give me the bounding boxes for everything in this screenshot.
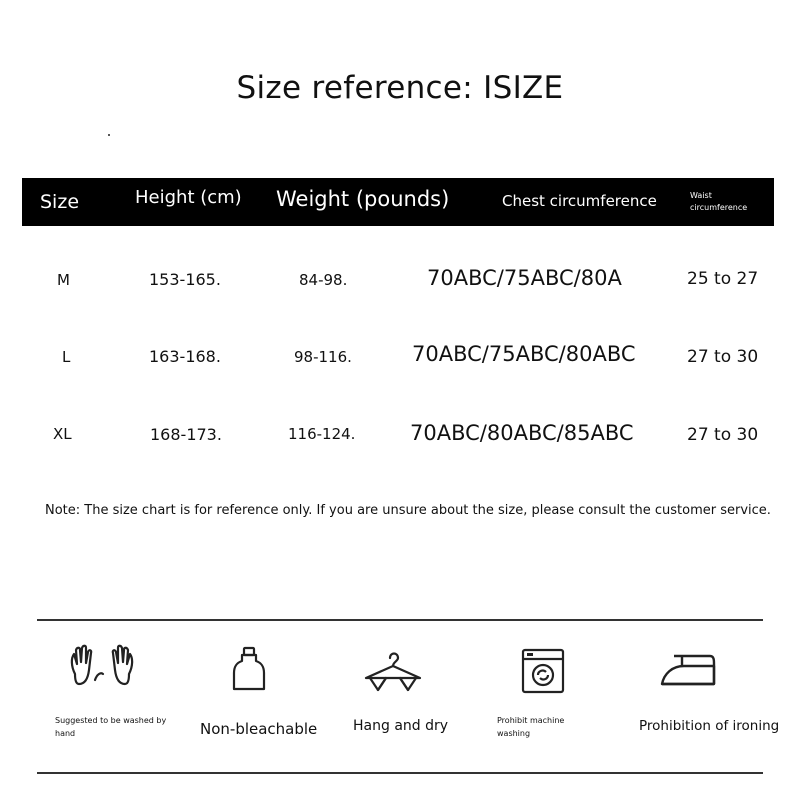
care-label: Suggested to be washed by hand <box>55 716 167 738</box>
cell-size: L <box>62 348 71 366</box>
cell-chest: 70ABC/75ABC/80ABC <box>412 342 636 366</box>
cell-size: M <box>57 271 70 289</box>
header-size: Size <box>40 191 80 213</box>
cell-size: XL <box>53 425 72 443</box>
header-waist: Waist circumference <box>690 191 748 212</box>
care-item-hand-wash <box>55 644 167 738</box>
care-item-hang-dry <box>353 650 449 734</box>
care-label: Prohibition of ironing <box>639 718 780 734</box>
iron-icon <box>658 652 718 690</box>
care-item-no-ironing <box>639 652 780 734</box>
table-header <box>22 178 774 226</box>
page-title: Size reference: ISIZE <box>236 70 564 106</box>
care-label: Prohibit machine washing <box>497 716 565 738</box>
cell-weight: 116-124. <box>288 425 356 443</box>
cell-height: 153-165. <box>149 270 221 289</box>
header-weight: Weight (pounds) <box>276 187 450 211</box>
divider-top <box>37 619 763 621</box>
care-label: Non-bleachable <box>200 720 318 738</box>
cell-weight: 84-98. <box>299 271 348 289</box>
cell-waist: 27 to 30 <box>687 347 759 367</box>
cell-waist: 27 to 30 <box>687 425 759 445</box>
header-height: Height (cm) <box>135 187 242 208</box>
cell-height: 163-168. <box>149 347 221 366</box>
care-item-no-machine-wash <box>497 648 565 738</box>
care-item-non-bleach <box>200 645 318 738</box>
size-note: Note: The size chart is for reference only. If you are unsure about the size, please consult the customer service. <box>45 503 771 518</box>
cell-weight: 98-116. <box>294 348 352 366</box>
cell-chest: 70ABC/75ABC/80A <box>427 266 622 290</box>
care-label: Hang and dry <box>353 718 449 734</box>
header-chest: Chest circumference <box>502 192 657 210</box>
washing-machine-icon <box>521 648 565 694</box>
cell-chest: 70ABC/80ABC/85ABC <box>410 421 634 445</box>
cell-waist: 25 to 27 <box>687 269 759 289</box>
hands-wash-icon <box>67 644 137 692</box>
cell-height: 168-173. <box>150 425 222 444</box>
divider-bottom <box>37 772 763 774</box>
bottle-icon <box>232 645 266 693</box>
stray-dot <box>108 134 110 136</box>
hanger-icon <box>362 650 424 694</box>
